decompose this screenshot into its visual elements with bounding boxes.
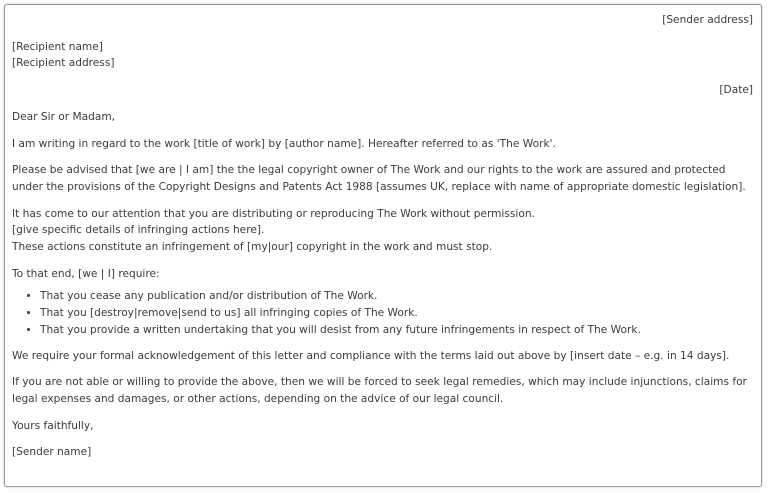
- acknowledgement-paragraph: We require your formal acknowledgement of this letter and compliance with the terms laid out above by [insert date – e.g. in 14 days].: [12, 349, 730, 362]
- attention-line-2: [give specific details of infringing actions here].: [12, 224, 265, 237]
- recipient-address: [Recipient address]: [12, 57, 115, 70]
- sender-address: [Sender address]: [662, 14, 753, 26]
- requirement-item: • That you cease any publication and/or distribution of The Work.: [40, 288, 753, 305]
- recipient-name: [Recipient name]: [12, 40, 103, 53]
- requirement-item: • That you [destroy|remove|send to us] all infringing copies of The Work.: [40, 305, 753, 322]
- sender-name: [Sender name]: [12, 446, 92, 459]
- salutation: Dear Sir or Madam,: [12, 110, 116, 123]
- letter-date: [Date]: [719, 84, 753, 97]
- consequences-paragraph: If you are not able or willing to provide the above, then we will be forced to seek legal remedies, which may include injunctions, claims for legal expenses and damages, or other actions, depending on the advice of our legal council.: [12, 376, 747, 405]
- closing: Yours faithfully,: [12, 419, 94, 432]
- requirements-intro: To that end, [we | I] require:: [12, 267, 160, 280]
- requirements-list: [12, 288, 753, 338]
- attention-line-3: These actions constitute an infringement of [my|our] copyright in the work and must stop.: [12, 241, 493, 254]
- requirement-item: • That you provide a written undertaking that you will desist from any future infringements in respect of The Work.: [40, 322, 753, 339]
- intro-paragraph: I am writing in regard to the work [title of work] by [author name]. Hereafter referred to as 'The Work'.: [12, 137, 556, 150]
- letter-document: [4, 4, 762, 487]
- attention-line-1: It has come to our attention that you are distributing or reproducing The Work without permission.: [12, 207, 535, 220]
- ownership-paragraph: Please be advised that [we are | I am] the the legal copyright owner of The Work and our rights to the work are assured and protected under the provisions of the Copyright Designs and Patents Act 1988 [assumes UK, replace with name of appropriate domestic legislation].: [12, 164, 746, 193]
